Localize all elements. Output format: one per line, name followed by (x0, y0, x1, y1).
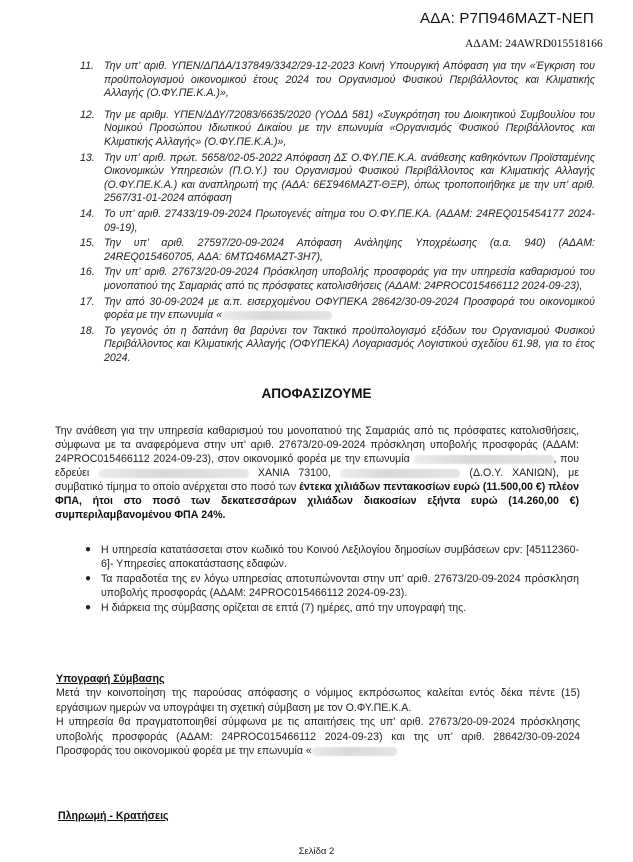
contract-amount: έντεκα χιλιάδων πεντακοσίων ευρώ (11.500,00 €) πλέον ΦΠΑ, ήτοι στο ποσό των δεκατεσσάρων χιλιάδων διακοσίων εξήντα ευρώ (14.260,00 €) συμπεριλαμβανομένου ΦΠΑ 24%. (55, 481, 579, 521)
bullet-text: Η διάρκεια της σύμβασης ορίζεται σε επτά (7) ημέρες, από την υπογραφή της. (101, 602, 467, 614)
bullet-text: Τα παραδοτέα της εν λόγω υπηρεσίας αποτυπώνονται στην υπ’ αριθ. 27673/20-09-2024 πρόσκληση υποβολής προσφοράς (ΑΔΑΜ: 24PROC015466112 2024-09-23). (101, 573, 579, 599)
bullet-item (85, 601, 579, 615)
item-number: 16. (80, 266, 95, 279)
item-number: 11. (80, 60, 94, 72)
item-text: Το γεγονός ότι η δαπάνη θα βαρύνει τον Τακτικό προϋπολογισμό εξόδων του Οργανισμού Φυσικού Περιβάλλοντος και Κλιματικής Αλλαγής (ΟΦΥΠΕΚΑ) Λογαριασμός Λογιστικού σχεδίου 61.98, για το έτος 2024. (104, 324, 595, 364)
decision-title: ΑΠΟΦΑΣΙΖΟΥΜΕ (261, 386, 372, 401)
list-item (80, 325, 595, 366)
item-text: Την υπ’ αριθ. 27673/20-09-2024 Πρόσκληση υποβολής προσφοράς για την υπηρεσία καθαρισμού του μονοπατιού της Σαμαριάς από τις πρόσφατες κατολισθήσεις (ΑΔΑΜ: 24PROC015466112 2024-09-23), (104, 266, 595, 292)
redacted-afm (340, 469, 460, 478)
item-number: 15. (80, 237, 95, 250)
bullet-list (85, 543, 579, 616)
redacted-name (222, 311, 332, 320)
list-item (80, 237, 595, 264)
list-item (80, 266, 595, 293)
list-item (80, 208, 595, 235)
list-item (80, 60, 595, 101)
bullet-text: Η υπηρεσία κατατάσσεται στον κωδικό του Κοινού Λεξιλογίου δημοσίων συμβάσεων cpv: [45112360-6]- Υπηρεσίες αποκατάστασης εδαφών. (101, 544, 579, 570)
redacted-address (99, 469, 249, 478)
ada-header: ΑΔΑ: Ρ7Π946ΜΑΖΤ-ΝΕΠ (420, 10, 594, 27)
decision-paragraph (55, 424, 579, 522)
signature-text-2 (56, 715, 580, 758)
signature-section (56, 672, 580, 758)
list-item (80, 109, 595, 150)
adam-header: ΑΔΑΜ: 24AWRD015518166 (465, 38, 603, 50)
item-text: Το υπ’ αριθ. 27433/19-09-2024 Πρωτογενές αίτημα του Ο.ΦΥ.ΠΕ.ΚΑ. (ΑΔΑΜ: 24REQ015454177 2024-09-19), (104, 207, 595, 234)
page-number: Σελίδα 2 (298, 846, 335, 857)
payment-heading: Πληρωμή - Κρατήσεις (58, 810, 169, 822)
item-number: 18. (80, 324, 95, 337)
item-number: 17. (80, 295, 95, 308)
decision-text: (Δ.Ο.Υ. ΧΑΝΙΩΝ), με συμβατικό τίμημα το οποίο ανέρχεται στο ποσό των (55, 467, 579, 493)
item-number: 13. (80, 151, 95, 164)
bullet-icon: ● (85, 544, 92, 555)
decision-text: Την ανάθεση για την υπηρεσία καθαρισμού του μονοπατιού της Σαμαριάς από τις πρόσφατες κατολισθήσεις, σύμφωνα με τα αναφερόμενα στην υπ’ αριθ. 27673/20-09-2024 πρόσκληση υποβολής προσφοράς (ΑΔΑΜ: 24PROC015466112 2024-09-23), στον οικονομικό φορέα με την επωνυμία (55, 425, 579, 465)
decision-text: ΧΑΝΙΑ 73100, (257, 467, 331, 479)
item-number: 14. (80, 207, 95, 220)
bullet-item (85, 543, 579, 571)
bullet-icon: ● (85, 573, 92, 584)
item-number: 12. (80, 108, 95, 121)
item-text: Την από 30-09-2024 με α.π. εισερχομένου ΟΦΥΠΕΚΑ 28642/30-09-2024 Προσφορά του οικονομικού φορέα με την επωνυμία « (104, 295, 595, 322)
item-text: Την υπ’ αριθ. ΥΠΕΝ/ΔΠΔΑ/137849/3342/29-12-2023 Κοινή Υπουργική Απόφαση για την «Έγκριση του προϋπολογισμού οικονομικού έτους 2024 του Οργανισμού Φυσικού Περιβάλλοντος και Κλιματικής Αλλαγής (Ο.ΦΥ.ΠΕ.Κ.Α.)», (104, 60, 595, 100)
item-text: Την υπ’ αριθ. πρωτ. 5658/02-05-2022 Απόφαση ΔΣ Ο.ΦΥ.ΠΕ.Κ.Α. ανάθεσης καθηκόντων Προϊσταμένης Οικονομικών Υπηρεσιών (Π.Ο.Υ.) του Οργανισμού Φυσικού Περιβάλλοντος και Κλιματικής Αλλαγής (Ο.ΦΥ.ΠΕ.Κ.Α.) και αναπληρωτή της (ΑΔΑ: 6ΕΣ946ΜΑΖΤ-ΘΞΡ), όπως τροποποιήθηκε με την υπ’ αριθ. 2567/31-01-2024 απόφαση (104, 151, 595, 205)
signature-heading: Υπογραφή Σύμβασης (56, 673, 165, 685)
bullet-icon: ● (85, 602, 92, 613)
redacted-company (414, 455, 554, 464)
list-item (80, 152, 595, 206)
bullet-item (85, 572, 579, 600)
list-item (80, 296, 595, 323)
signature-text: Η υπηρεσία θα πραγματοποιηθεί σύμφωνα με τις απαιτήσεις της υπ’ αριθ. 27673/20-09-2024 πρόσκλησης υποβολής προσφοράς (ΑΔΑΜ: 24PROC015466112 2024-09-23) και της υπ’ αριθ. 28642/30-09-2024 Προσφοράς του οικονομικού φορέα με την επωνυμία « (56, 716, 580, 758)
considerations-list (80, 60, 595, 367)
decision-text: , που εδρεύει (55, 453, 580, 479)
item-text: Την με αριθμ. ΥΠΕΝ/ΔΔΥ/72083/6635/2020 (ΥΟΔΔ 581) «Συγκρότηση του Διοικητικού Συμβουλίου του Νομικού Προσώπου Ιδιωτικού Δικαίου με την επωνυμία «Οργανισμός Φυσικού Περιβάλλοντος και Κλιματικής Αλλαγής» (Ο.ΦΥ.ΠΕ.Κ.Α.)», (104, 108, 595, 148)
signature-text: Μετά την κοινοποίηση της παρούσας απόφασης ο νόμιμος εκπρόσωπος καλείται εντός δέκα πέντε (15) εργάσιμων ημερών να υπογράψει τη σχετική σύμβαση με τον Ο.ΦΥ.ΠΕ.Κ.Α. (56, 687, 580, 714)
item-text: Την υπ’ αριθ. 27597/20-09-2024 Απόφαση Ανάληψης Υποχρέωσης (α.α. 940) (ΑΔΑΜ: 24REQ015460705, ΑΔΑ: 6ΜΤΩ46ΜΑΖΤ-3Η7), (104, 237, 595, 263)
redacted-name (312, 747, 397, 756)
